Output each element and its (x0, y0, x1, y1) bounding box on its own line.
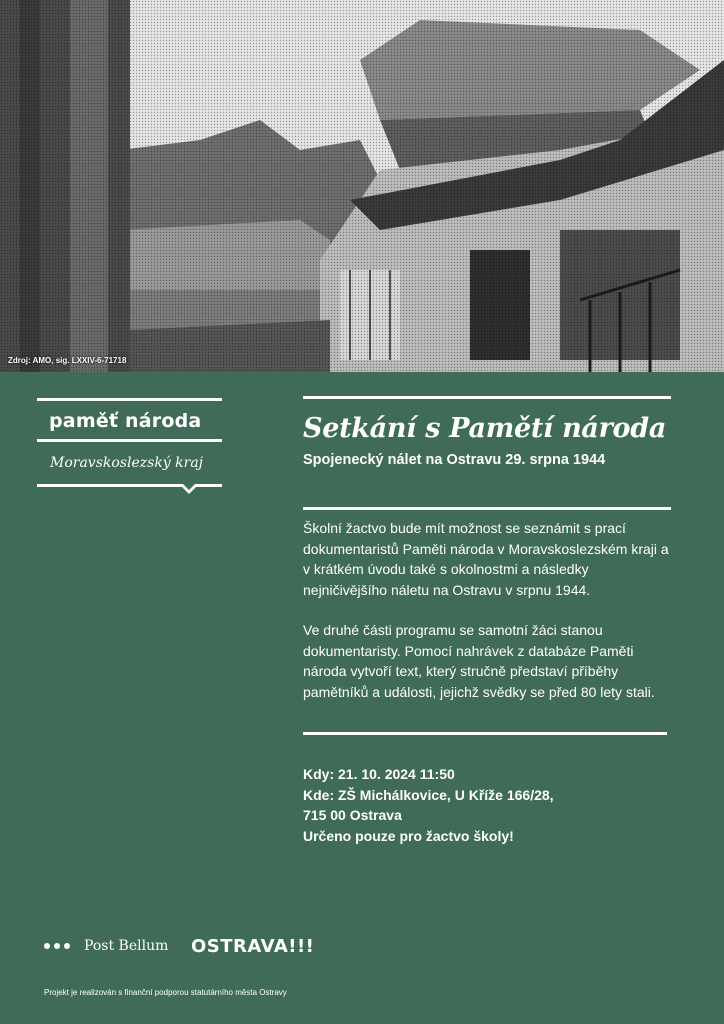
post-bellum-name: Post Bellum (84, 938, 169, 954)
event-subtitle: Spojenecký nálet na Ostravu 29. srpna 1944 (303, 452, 606, 468)
event-description (303, 518, 671, 722)
event-where-line1: Kde: ZŠ Michálkovice, U Kříže 166/28, (303, 786, 554, 803)
photo-credit: Zdroj: AMO, sig. LXXIV-6-71718 (8, 356, 127, 365)
pamet-naroda-logo (37, 398, 222, 487)
logo-region: Moravskoslezský kraj (50, 455, 204, 471)
heading-top-rule (303, 396, 671, 399)
ostrava-logo: OSTRAVA!!! (191, 936, 315, 957)
bombed-street-image (0, 0, 724, 372)
header-photo (0, 0, 724, 372)
dots-icon (44, 943, 70, 949)
description-paragraph: Ve druhé části programu se samotní žáci stanou dokumentaristy. Pomocí nahrávek z databáze Paměti národa vytvoří text, který stručně představí příběhy pamětníků a události, jejichž svědky se před 80 lety stali. (303, 622, 655, 700)
event-audience: Určeno pouze pro žactvo školy! (303, 827, 514, 844)
event-heading (303, 396, 671, 468)
event-when: Kdy: 21. 10. 2024 11:50 (303, 766, 455, 782)
logo-bottom-rule (37, 484, 222, 487)
description-bottom-rule (303, 732, 667, 735)
funding-note: Projekt je realizován s finanční podporou statutárního města Ostravy (44, 988, 287, 997)
event-where-line2: 715 00 Ostrava (303, 807, 402, 823)
description-paragraph: Školní žactvo bude mít možnost se seznámit s prací dokumentaristů Paměti národa v Moravskoslezském kraji a v krátkém úvodu také s okolnostmi a následky nejničivějšího náletu na Ostravu v srpnu 1944. (303, 520, 669, 598)
logo-title: paměť národa (49, 410, 202, 432)
event-info (303, 764, 671, 846)
post-bellum-logo (44, 938, 168, 954)
event-title: Setkání s Pamětí národa (303, 413, 667, 444)
description-top-rule (303, 507, 671, 510)
